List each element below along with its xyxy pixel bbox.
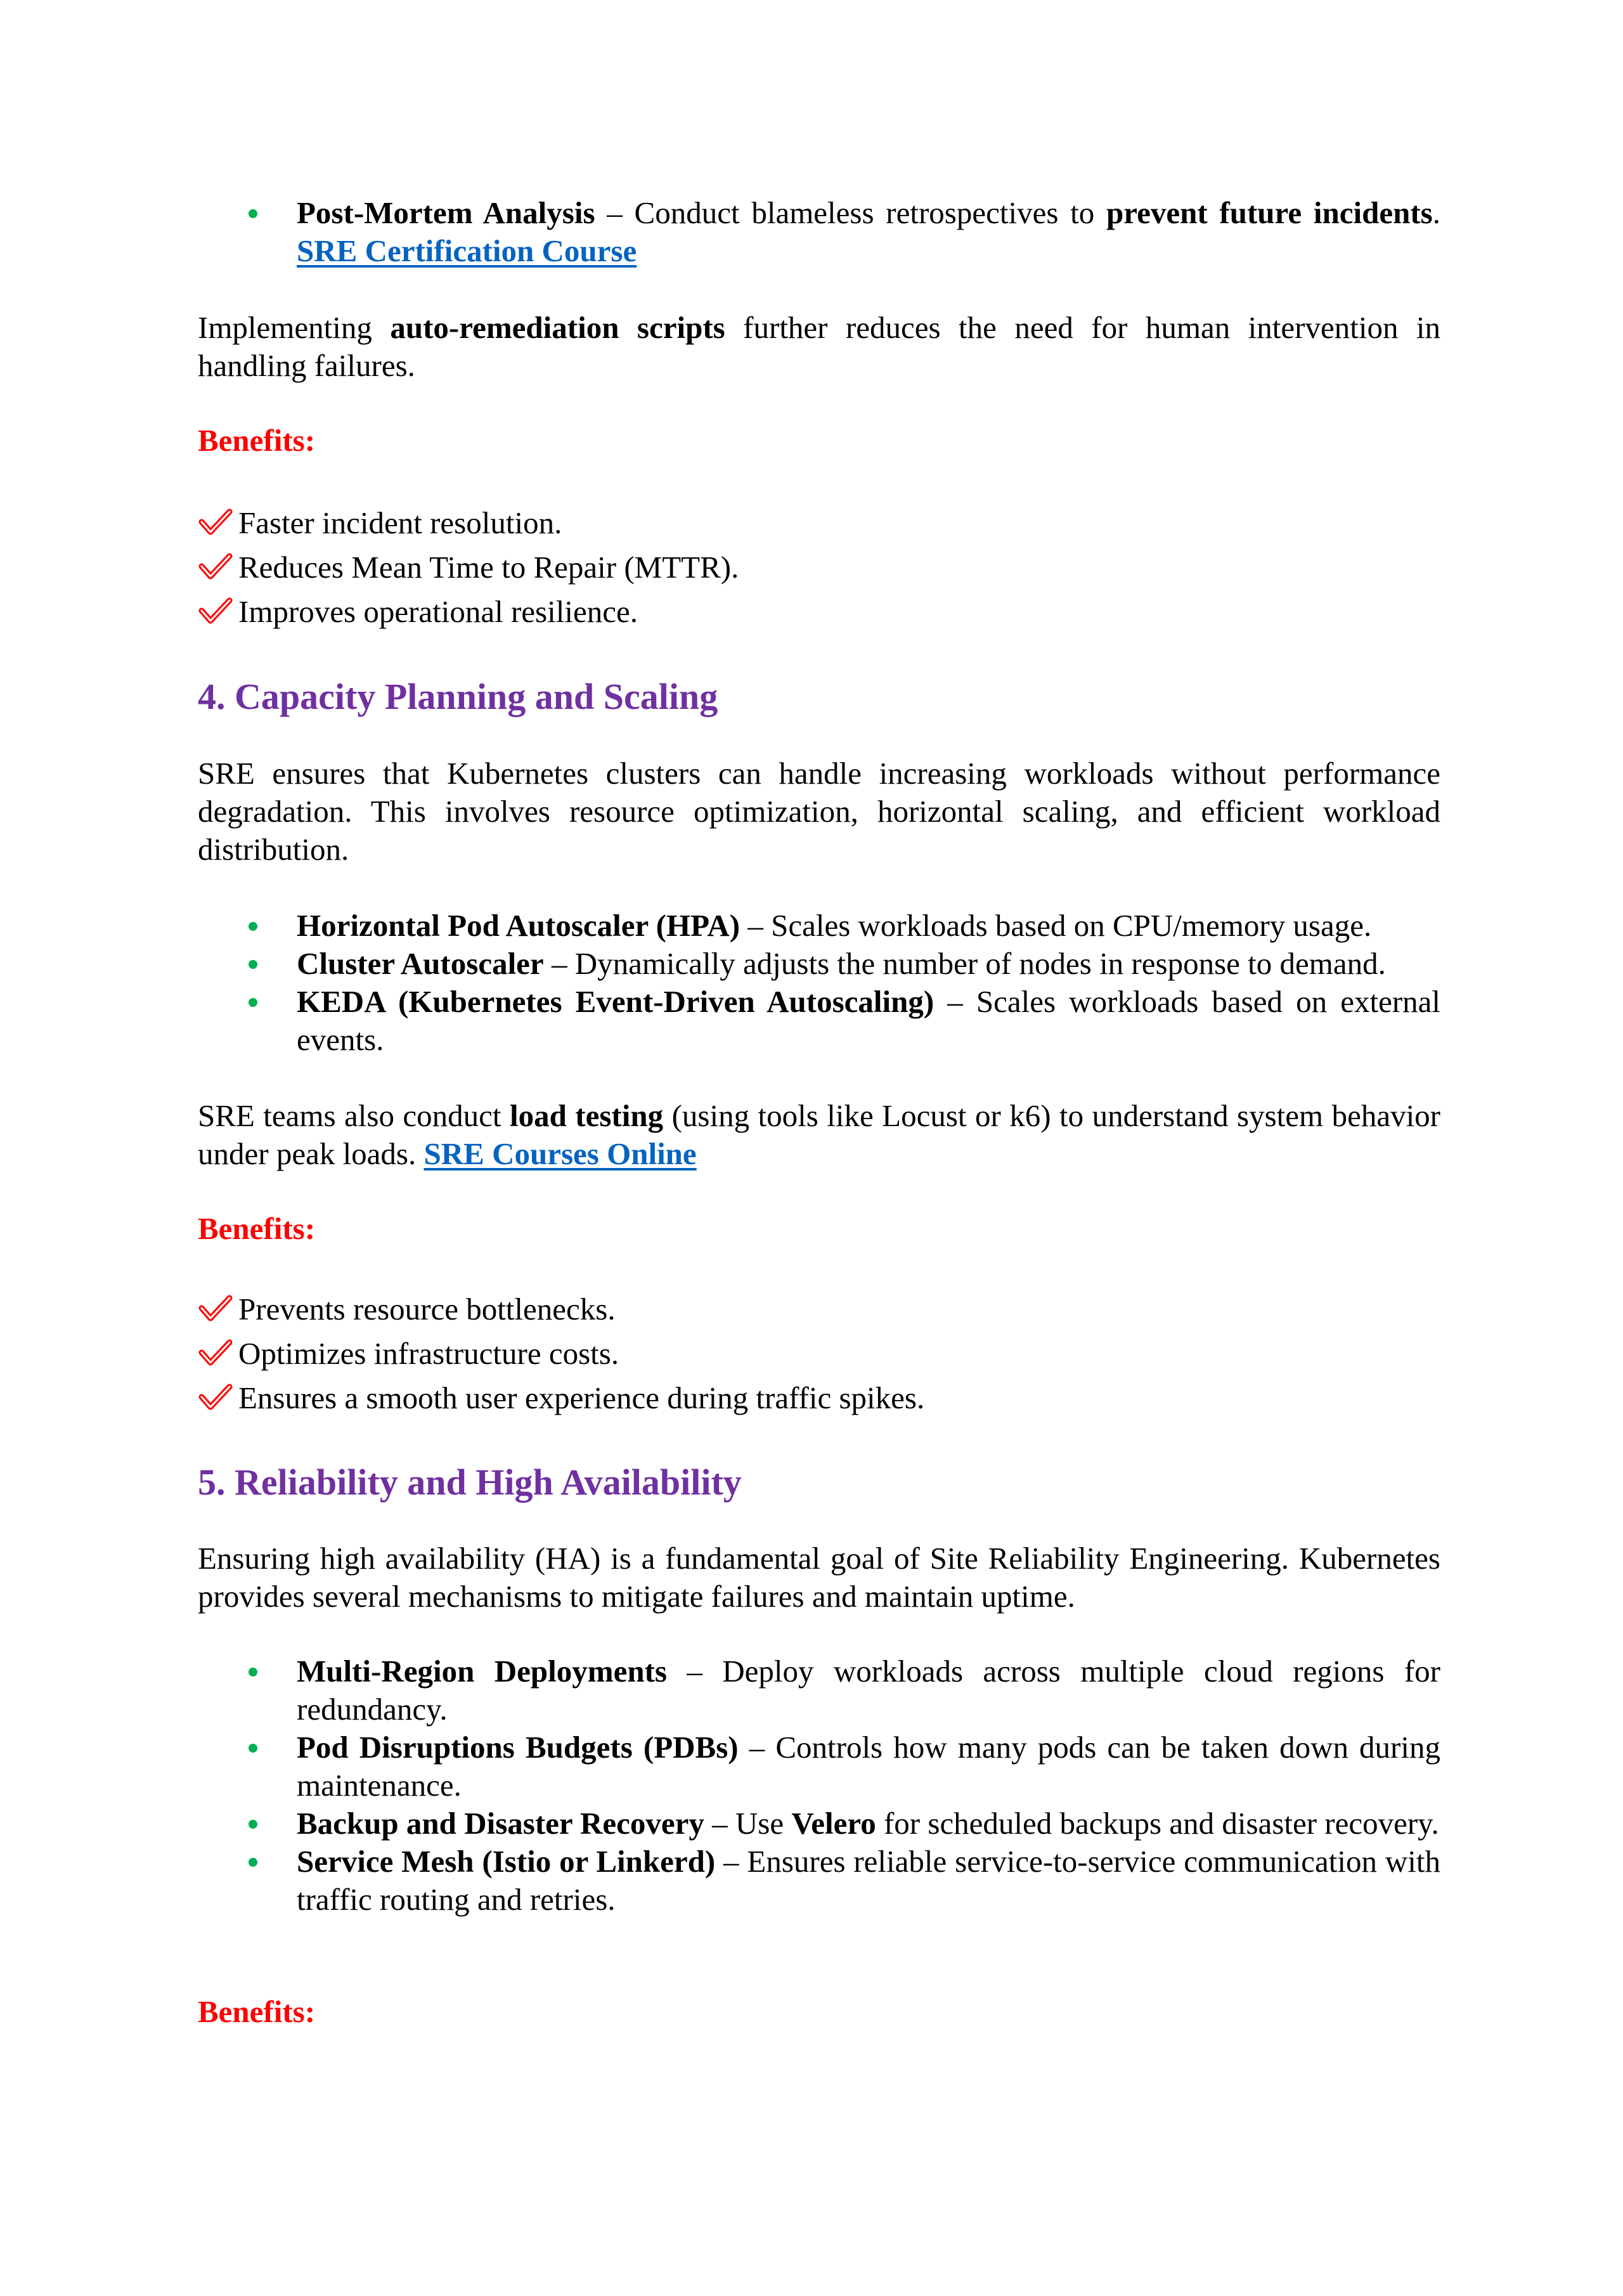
check-icon	[198, 505, 233, 541]
section-heading-reliability: 5. Reliability and High Availability	[198, 1462, 742, 1503]
benefits-list-section3	[198, 501, 1440, 634]
bullet-item: Pod Disruptions Budgets (PDBs) – Controls how many pods can be taken down during maintenance.	[198, 1728, 1440, 1805]
bullet-dot-icon	[249, 1744, 257, 1753]
capacity-intro-paragraph: SRE ensures that Kubernetes clusters can handle increasing workloads without performance degradation. This involves resource optimization, horizontal scaling, and efficient workload distribution.	[198, 756, 1440, 867]
section-heading-capacity-planning: 4. Capacity Planning and Scaling	[198, 676, 718, 717]
benefit-item: Ensures a smooth user experience during traffic spikes.	[198, 1376, 1440, 1420]
bullet-term: Post-Mortem Analysis	[297, 195, 595, 230]
sre-certification-course-link[interactable]: SRE Certification Course	[297, 233, 637, 268]
benefit-item: Faster incident resolution.	[198, 501, 1440, 545]
bullet-dot-icon	[249, 960, 257, 969]
check-icon	[198, 1336, 233, 1372]
check-icon	[198, 1380, 233, 1416]
benefits-title: Benefits:	[198, 1211, 316, 1246]
bullet-item: KEDA (Kubernetes Event-Driven Autoscaling) – Scales workloads based on external events.	[198, 983, 1440, 1059]
auto-remediation-paragraph: Implementing auto-remediation scripts further reduces the need for human intervention in handling failures.	[198, 310, 1441, 383]
load-testing-paragraph: SRE teams also conduct load testing (using tools like Locust or k6) to understand system behavior under peak loads. SRE Courses Online	[198, 1098, 1440, 1171]
reliability-intro-paragraph: Ensuring high availability (HA) is a fundamental goal of Site Reliability Engineering. Kubernetes provides several mechanisms to mitigate failures and maintain uptime.	[198, 1541, 1440, 1614]
bullet-item: Backup and Disaster Recovery – Use Velero for scheduled backups and disaster recovery.	[198, 1805, 1440, 1843]
sre-courses-online-link[interactable]: SRE Courses Online	[424, 1136, 697, 1171]
benefit-item: Improves operational resilience.	[198, 590, 1440, 634]
bullet-dot-icon	[249, 1858, 257, 1867]
bullet-item: Multi-Region Deployments – Deploy workloads across multiple cloud regions for redundancy.	[198, 1652, 1440, 1728]
bullet-dot-icon	[249, 922, 257, 931]
bullet-list-capacity	[198, 907, 1440, 1059]
bullet-dot-icon	[249, 1820, 257, 1829]
bullet-dot-icon	[249, 209, 257, 218]
bullet-item: Cluster Autoscaler – Dynamically adjusts the number of nodes in response to demand.	[198, 945, 1440, 983]
bullet-dot-icon	[249, 1668, 257, 1677]
benefit-item: Reduces Mean Time to Repair (MTTR).	[198, 545, 1440, 590]
check-icon	[198, 550, 233, 585]
benefit-item: Prevents resource bottlenecks.	[198, 1287, 1440, 1332]
bullet-list-reliability	[198, 1652, 1440, 1919]
bullet-item: Post-Mortem Analysis – Conduct blameless retrospectives to prevent future incidents. SRE Certification Course	[198, 194, 1440, 270]
check-icon	[198, 1292, 233, 1327]
benefits-title: Benefits:	[198, 423, 316, 458]
bullet-list-post-mortem	[198, 194, 1440, 270]
benefits-title: Benefits:	[198, 1994, 316, 2029]
bullet-item: Horizontal Pod Autoscaler (HPA) – Scales workloads based on CPU/memory usage.	[198, 907, 1440, 945]
benefits-list-section4	[198, 1287, 1440, 1420]
check-icon	[198, 594, 233, 630]
benefit-item: Optimizes infrastructure costs.	[198, 1332, 1440, 1376]
bullet-dot-icon	[249, 998, 257, 1007]
bullet-item: Service Mesh (Istio or Linkerd) – Ensures reliable service-to-service communication with traffic routing and retries.	[198, 1843, 1440, 1919]
